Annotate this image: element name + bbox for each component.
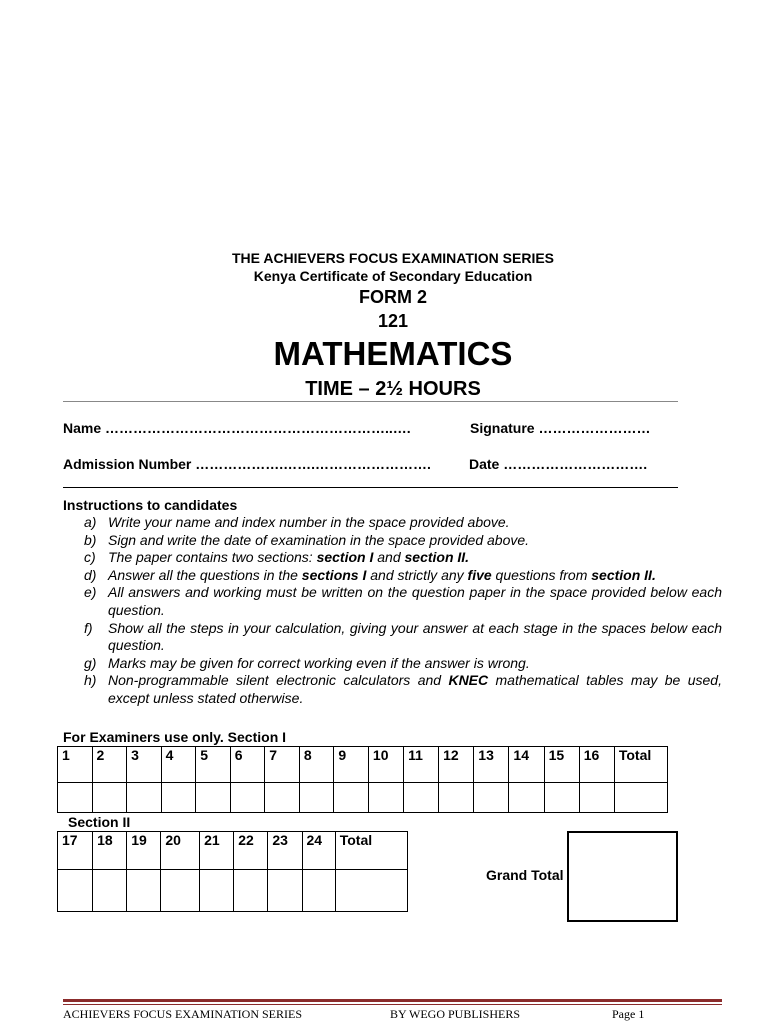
section1-mark-cell[interactable] [196, 783, 231, 813]
name-field[interactable]: Name ……………………………………………………..…. [63, 420, 411, 436]
section1-mark-cell[interactable] [299, 783, 334, 813]
paper-code: 121 [377, 311, 409, 331]
instruction-text [108, 620, 722, 655]
section2-marks-table [57, 831, 408, 912]
section1-marks-table [57, 746, 668, 813]
section2-header-cell: 17 [58, 832, 93, 870]
section2-header-cell: 23 [268, 832, 302, 870]
section1-header-cell: 15 [544, 747, 579, 783]
form-level: FORM 2 [358, 287, 427, 307]
section2-mark-cell[interactable] [200, 870, 234, 912]
section2-mark-cell[interactable] [268, 870, 302, 912]
section1-mark-cell[interactable] [614, 783, 667, 813]
section1-mark-cell[interactable] [334, 783, 369, 813]
instruction-text-part: All answers and working must be written on the question paper in the space provided below each question. [108, 584, 722, 618]
instruction-text-part: Marks may be given for correct working even if the answer is wrong. [108, 654, 530, 671]
instruction-text [108, 567, 722, 585]
section1-mark-cell[interactable] [544, 783, 579, 813]
fields-divider [63, 487, 678, 488]
section2-header-cell: 21 [200, 832, 234, 870]
instruction-item [84, 549, 722, 567]
instruction-text-part: section II. [591, 566, 656, 583]
section1-header-cell: 9 [334, 747, 369, 783]
section1-header-cell: 4 [161, 747, 196, 783]
instruction-item [84, 532, 722, 550]
instruction-item [84, 672, 722, 707]
section2-mark-cell[interactable] [234, 870, 268, 912]
section1-header-cell: 16 [579, 747, 614, 783]
footer-page-number: Page 1 [612, 1007, 645, 1021]
section1-header-cell: 14 [509, 747, 544, 783]
section1-header-cell: Total [614, 747, 667, 783]
footer-publisher: BY WEGO PUBLISHERS [390, 1007, 521, 1021]
section1-mark-cell[interactable] [127, 783, 162, 813]
section2-header-cell: 19 [127, 832, 161, 870]
section1-header-cell: 1 [58, 747, 93, 783]
section1-mark-cell[interactable] [58, 783, 93, 813]
section1-header-cell: 2 [92, 747, 127, 783]
instruction-label: c) [84, 549, 96, 566]
instruction-text-part: The paper contains two sections: [108, 549, 317, 566]
instruction-item [84, 567, 722, 585]
instruction-text [108, 514, 722, 532]
signature-field[interactable]: Signature …………………… [470, 420, 651, 436]
instruction-text-part: mathematical tables may be used, except unless stated otherwise. [108, 672, 722, 706]
section2-header-cell: Total [335, 832, 407, 870]
instruction-text-part: five [467, 566, 492, 583]
section1-header-cell: 6 [230, 747, 265, 783]
section1-mark-cell[interactable] [404, 783, 439, 813]
instruction-label: e) [84, 584, 97, 601]
section2-mark-cell[interactable] [93, 870, 127, 912]
instruction-label: h) [84, 672, 97, 689]
footer-rule-thin [63, 1004, 722, 1005]
instruction-label: f) [84, 619, 93, 636]
section1-header-cell: 11 [404, 747, 439, 783]
section1-mark-cell[interactable] [474, 783, 509, 813]
section1-mark-cell[interactable] [161, 783, 196, 813]
instruction-text [108, 549, 722, 567]
exam-duration: TIME – 2½ HOURS [305, 378, 481, 400]
section2-mark-cell[interactable] [335, 870, 407, 912]
header-divider [63, 401, 678, 402]
section2-header-cell: 18 [93, 832, 127, 870]
instruction-text-part: and [373, 549, 405, 566]
section1-header-cell: 10 [368, 747, 403, 783]
instruction-text-part: section II. [404, 549, 470, 566]
section1-mark-cell[interactable] [509, 783, 544, 813]
instruction-text-part: Answer all the questions in the [108, 566, 302, 583]
instruction-label: d) [84, 566, 97, 583]
grand-total-label: Grand Total [486, 867, 564, 883]
section2-mark-cell[interactable] [127, 870, 161, 912]
section2-header-cell: 24 [302, 832, 335, 870]
section2-header-cell: 20 [161, 832, 200, 870]
certificate-title: Kenya Certificate of Secondary Education [253, 268, 533, 284]
section1-header-cell: 7 [265, 747, 300, 783]
grand-total-box[interactable] [567, 831, 678, 922]
subject-title: MATHEMATICS [273, 335, 513, 372]
section1-header-cell: 3 [127, 747, 162, 783]
exam-series-title: THE ACHIEVERS FOCUS EXAMINATION SERIES [231, 250, 555, 266]
footer-series: ACHIEVERS FOCUS EXAMINATION SERIES [63, 1007, 303, 1021]
section1-header-cell: 8 [299, 747, 334, 783]
instruction-text [108, 584, 722, 619]
section2-header-cell: 22 [234, 832, 268, 870]
section1-mark-cell[interactable] [230, 783, 265, 813]
instruction-item [84, 514, 722, 532]
section1-mark-cell[interactable] [265, 783, 300, 813]
instruction-label: g) [84, 654, 97, 671]
instruction-text-part: questions from [491, 566, 592, 583]
footer-rule-thick [63, 999, 722, 1002]
instructions-list [84, 514, 722, 708]
instruction-item [84, 584, 722, 619]
section1-header-cell: 12 [439, 747, 474, 783]
examiners-section1-title: For Examiners use only. Section I [63, 729, 287, 745]
admission-number-field[interactable]: Admission Number ……………….…….……………………. [63, 456, 431, 472]
instruction-text [108, 672, 722, 707]
section1-mark-cell[interactable] [439, 783, 474, 813]
section1-header-cell: 13 [474, 747, 509, 783]
instruction-text-part: Sign and write the date of examination in the space provided above. [108, 531, 530, 548]
instruction-text-part: Write your name and index number in the space provided above. [108, 514, 510, 530]
section1-mark-cell[interactable] [368, 783, 403, 813]
section1-header-cell: 5 [196, 747, 231, 783]
exam-header [0, 250, 768, 403]
date-field[interactable]: Date …………………………. [469, 456, 648, 472]
instruction-text-part: section I [316, 549, 374, 566]
section2-mark-cell[interactable] [58, 870, 93, 912]
instruction-text-part: sections I [301, 566, 367, 583]
instruction-text-part: and strictly any [366, 566, 468, 583]
instruction-text-part: Non-programmable silent electronic calculators and [108, 672, 449, 689]
section1-mark-cell[interactable] [92, 783, 127, 813]
section1-mark-cell[interactable] [579, 783, 614, 813]
instruction-text [108, 655, 722, 673]
instruction-text-part: KNEC [448, 672, 489, 689]
section2-mark-cell[interactable] [161, 870, 200, 912]
instruction-text-part: Show all the steps in your calculation, giving your answer at each stage in the spaces below each question. [108, 619, 722, 654]
instructions-title: Instructions to candidates [63, 497, 238, 513]
instruction-label: b) [84, 531, 97, 548]
instruction-label: a) [84, 514, 97, 530]
examiners-section2-title: Section II [68, 814, 131, 830]
instruction-item [84, 620, 722, 655]
instruction-text [108, 532, 722, 550]
instruction-item [84, 655, 722, 673]
section2-mark-cell[interactable] [302, 870, 335, 912]
